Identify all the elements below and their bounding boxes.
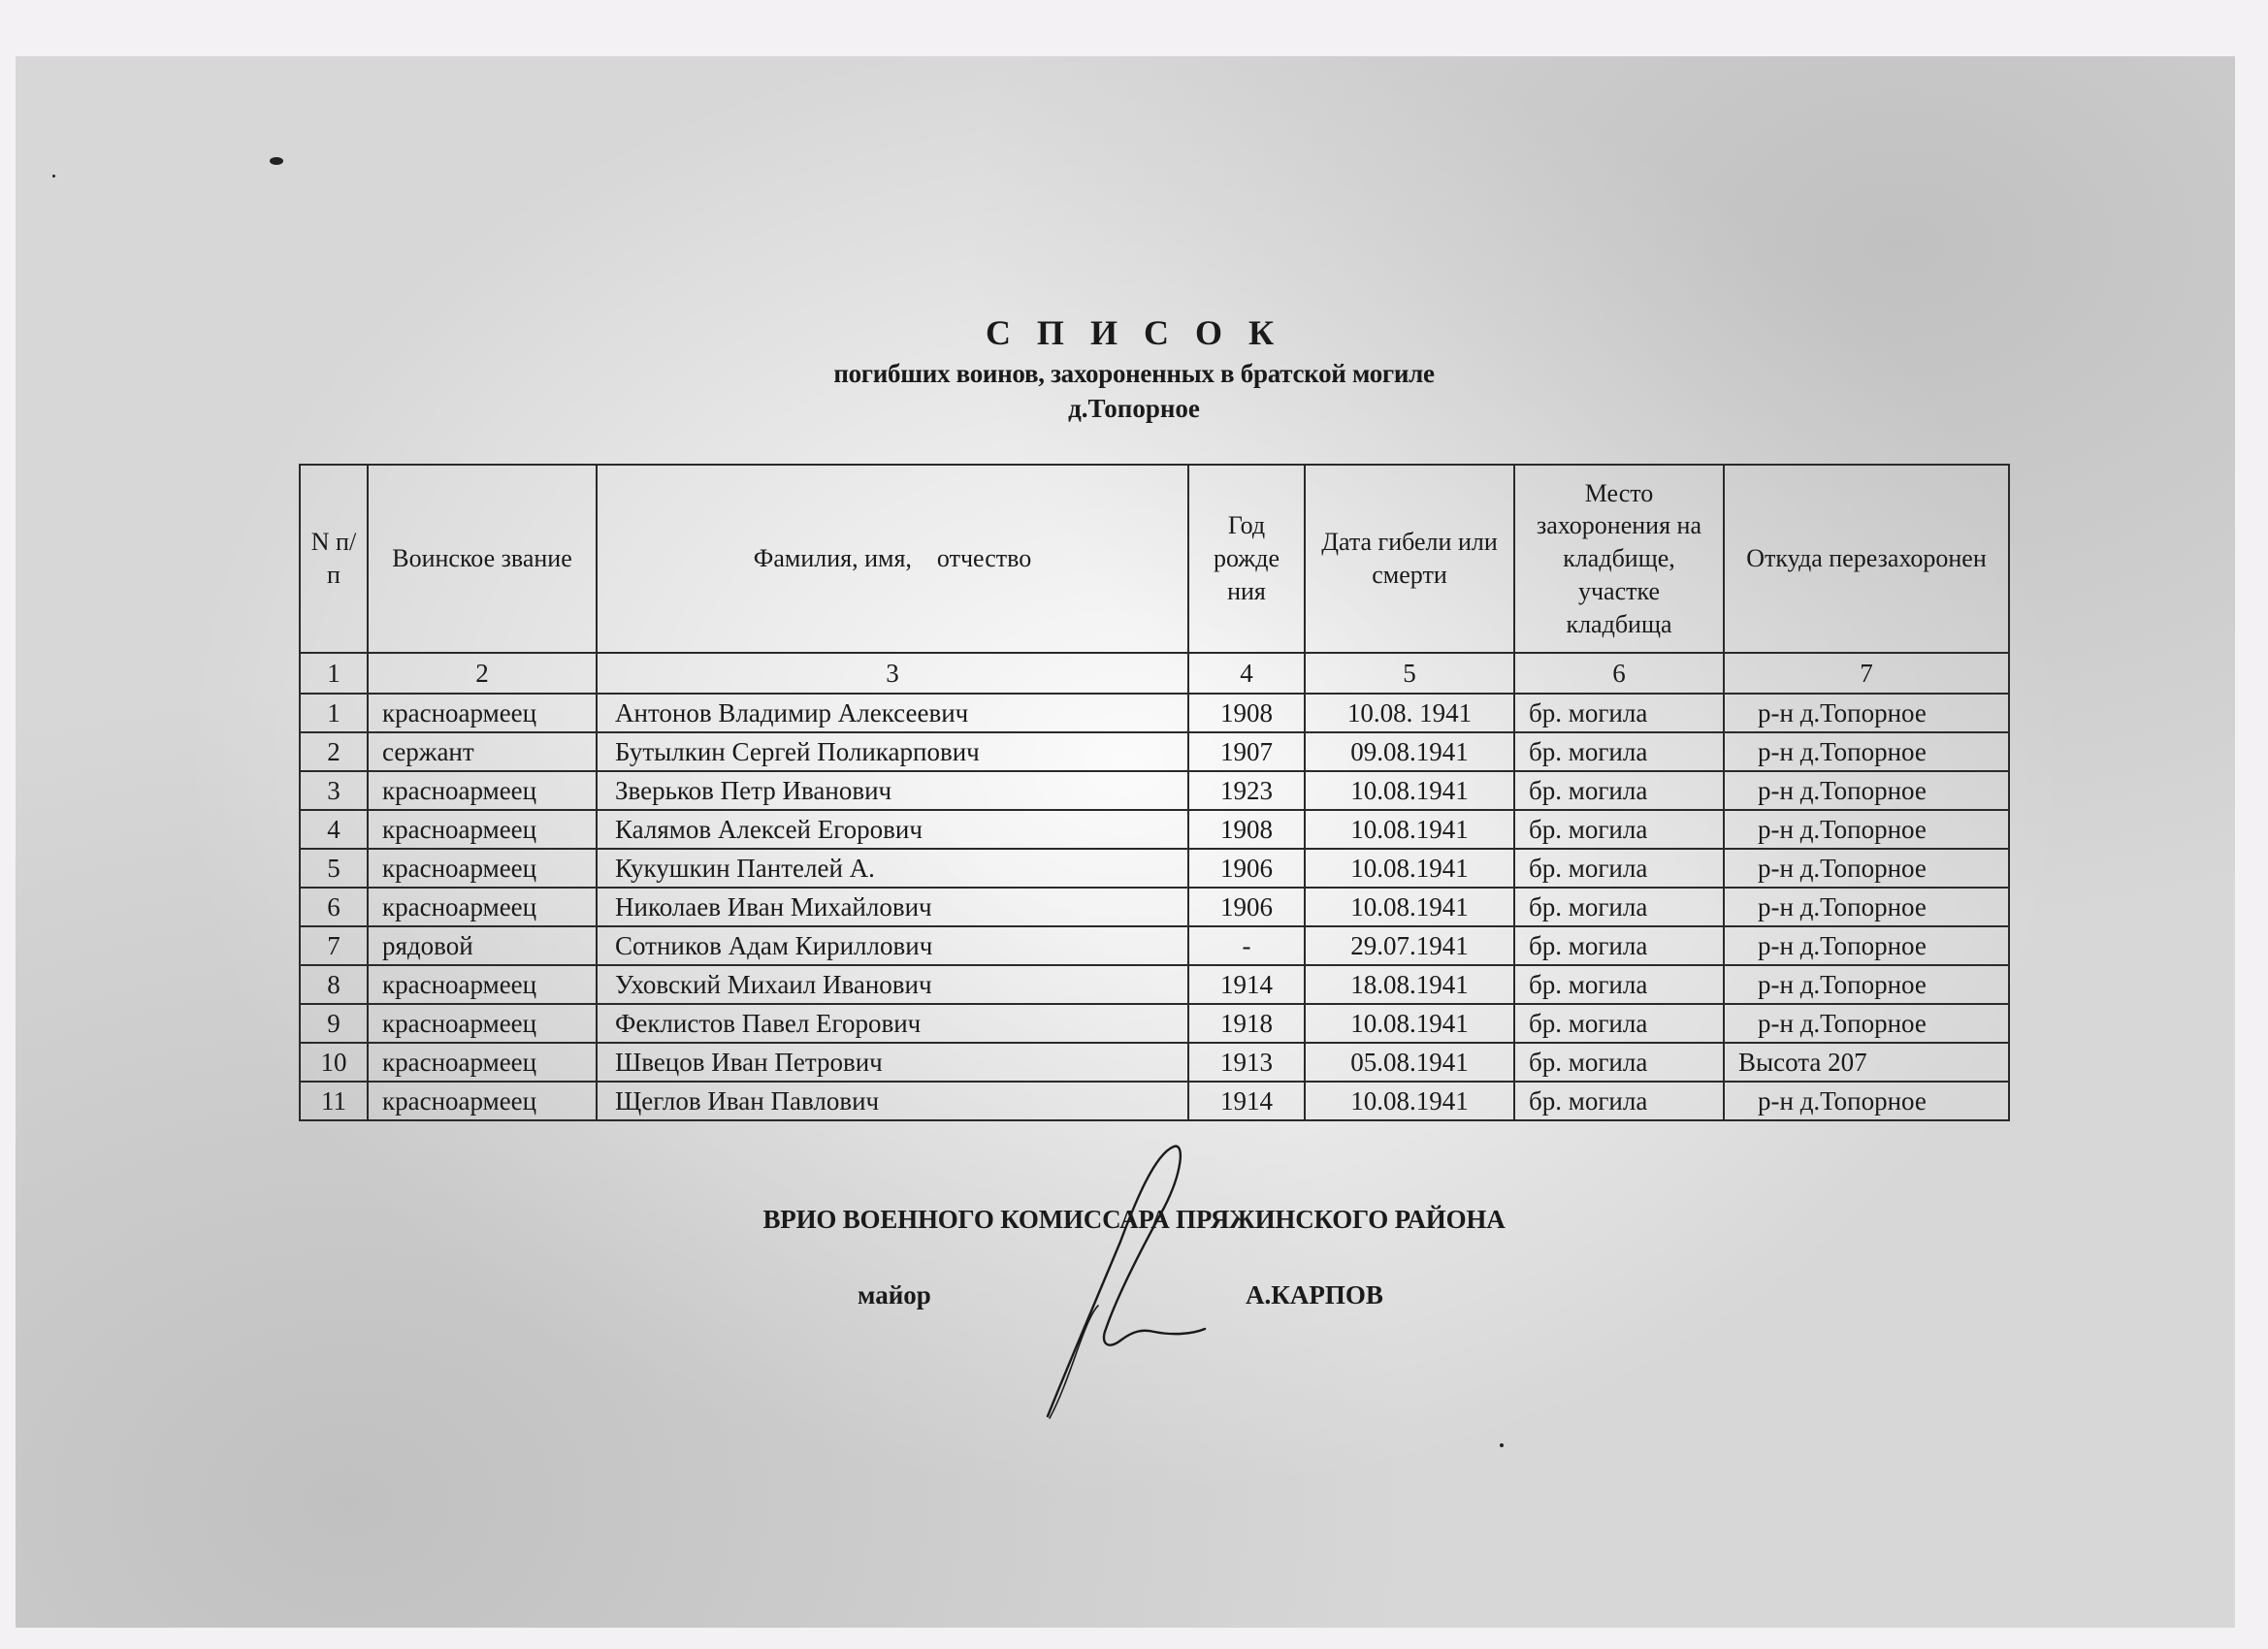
cell-rank: красноармеец [368, 1043, 597, 1082]
cell-burial-place: бр. могила [1514, 771, 1724, 810]
column-number: 1 [300, 653, 368, 694]
cell-death-date: 10.08.1941 [1305, 771, 1514, 810]
cell-full-name: Кукушкин Пантелей А. [597, 849, 1188, 888]
cell-burial-place: бр. могила [1514, 888, 1724, 926]
cell-rank: красноармеец [368, 849, 597, 888]
handwritten-signature-icon [1028, 1135, 1261, 1426]
cell-full-name: Николаев Иван Михайлович [597, 888, 1188, 926]
cell-birth-year: 1908 [1188, 694, 1305, 732]
cell-full-name: Сотников Адам Кириллович [597, 926, 1188, 965]
cell-rank: сержант [368, 732, 597, 771]
table-row [300, 810, 2009, 849]
column-number: 3 [597, 653, 1188, 694]
cell-full-name: Калямов Алексей Егорович [597, 810, 1188, 849]
cell-number: 8 [300, 965, 368, 1004]
cell-number: 3 [300, 771, 368, 810]
header-death-date: Дата гибели или смерти [1305, 465, 1514, 653]
cell-birth-year: - [1188, 926, 1305, 965]
table-row [300, 965, 2009, 1004]
cell-reburied-from: р-н д.Топорное [1724, 888, 2009, 926]
header-birth-year: Год рожде ния [1188, 465, 1305, 653]
cell-reburied-from: р-н д.Топорное [1724, 694, 2009, 732]
cell-death-date: 29.07.1941 [1305, 926, 1514, 965]
document-title: С П И С О К [985, 313, 1283, 352]
column-number: 5 [1305, 653, 1514, 694]
cell-reburied-from: р-н д.Топорное [1724, 926, 2009, 965]
cell-number: 2 [300, 732, 368, 771]
cell-rank: красноармеец [368, 1082, 597, 1120]
column-number: 7 [1724, 653, 2009, 694]
scan-speck [1500, 1443, 1504, 1447]
cell-rank: красноармеец [368, 694, 597, 732]
table-row [300, 694, 2009, 732]
table-row [300, 1082, 2009, 1120]
cell-burial-place: бр. могила [1514, 694, 1724, 732]
cell-birth-year: 1906 [1188, 888, 1305, 926]
cell-number: 1 [300, 694, 368, 732]
signatory-rank: майор [858, 1280, 931, 1310]
cell-full-name: Щеглов Иван Павлович [597, 1082, 1188, 1120]
cell-birth-year: 1913 [1188, 1043, 1305, 1082]
cell-full-name: Зверьков Петр Иванович [597, 771, 1188, 810]
header-number: N п/п [300, 465, 368, 653]
cell-death-date: 10.08.1941 [1305, 888, 1514, 926]
cell-number: 5 [300, 849, 368, 888]
column-number: 4 [1188, 653, 1305, 694]
cell-birth-year: 1918 [1188, 1004, 1305, 1043]
cell-reburied-from: р-н д.Топорное [1724, 732, 2009, 771]
cell-death-date: 10.08.1941 [1305, 849, 1514, 888]
scan-speck [270, 157, 283, 165]
cell-birth-year: 1914 [1188, 1082, 1305, 1120]
header-full-name: Фамилия, имя, отчество [597, 465, 1188, 653]
cell-number: 11 [300, 1082, 368, 1120]
cell-birth-year: 1907 [1188, 732, 1305, 771]
signatory-name: А.КАРПОВ [1246, 1280, 1383, 1310]
table-row [300, 926, 2009, 965]
table-row [300, 1004, 2009, 1043]
cell-reburied-from: р-н д.Топорное [1724, 1082, 2009, 1120]
cell-full-name: Бутылкин Сергей Поликарпович [597, 732, 1188, 771]
cell-death-date: 05.08.1941 [1305, 1043, 1514, 1082]
cell-death-date: 09.08.1941 [1305, 732, 1514, 771]
cell-rank: красноармеец [368, 810, 597, 849]
cell-reburied-from: р-н д.Топорное [1724, 849, 2009, 888]
cell-burial-place: бр. могила [1514, 810, 1724, 849]
table-row [300, 849, 2009, 888]
burial-list-table [299, 464, 2010, 1121]
cell-burial-place: бр. могила [1514, 926, 1724, 965]
signatory-position: ВРИО ВОЕННОГО КОМИССАРА ПРЯЖИНСКОГО РАЙОНА [762, 1205, 1506, 1234]
cell-death-date: 10.08.1941 [1305, 1004, 1514, 1043]
cell-full-name: Антонов Владимир Алексеевич [597, 694, 1188, 732]
cell-birth-year: 1914 [1188, 965, 1305, 1004]
cell-reburied-from: Высота 207 [1724, 1043, 2009, 1082]
cell-birth-year: 1923 [1188, 771, 1305, 810]
cell-burial-place: бр. могила [1514, 1043, 1724, 1082]
scan-speck [52, 175, 55, 178]
cell-burial-place: бр. могила [1514, 965, 1724, 1004]
document-location: д.Топорное [1068, 394, 1200, 423]
table-header-row [300, 465, 2009, 653]
cell-reburied-from: р-н д.Топорное [1724, 810, 2009, 849]
cell-number: 4 [300, 810, 368, 849]
cell-full-name: Швецов Иван Петрович [597, 1043, 1188, 1082]
cell-number: 6 [300, 888, 368, 926]
cell-reburied-from: р-н д.Топорное [1724, 771, 2009, 810]
cell-burial-place: бр. могила [1514, 1082, 1724, 1120]
cell-reburied-from: р-н д.Топорное [1724, 1004, 2009, 1043]
cell-burial-place: бр. могила [1514, 1004, 1724, 1043]
cell-reburied-from: р-н д.Топорное [1724, 965, 2009, 1004]
cell-rank: рядовой [368, 926, 597, 965]
cell-birth-year: 1906 [1188, 849, 1305, 888]
cell-rank: красноармеец [368, 965, 597, 1004]
cell-death-date: 10.08. 1941 [1305, 694, 1514, 732]
cell-rank: красноармеец [368, 771, 597, 810]
header-rank: Воинское звание [368, 465, 597, 653]
cell-number: 10 [300, 1043, 368, 1082]
cell-number: 9 [300, 1004, 368, 1043]
cell-burial-place: бр. могила [1514, 732, 1724, 771]
table-column-numbers-row [300, 653, 2009, 694]
cell-rank: красноармеец [368, 1004, 597, 1043]
column-number: 2 [368, 653, 597, 694]
cell-death-date: 10.08.1941 [1305, 810, 1514, 849]
header-reburied-from: Откуда перезахоронен [1724, 465, 2009, 653]
table-row [300, 888, 2009, 926]
table-row [300, 771, 2009, 810]
cell-death-date: 18.08.1941 [1305, 965, 1514, 1004]
cell-birth-year: 1908 [1188, 810, 1305, 849]
cell-full-name: Феклистов Павел Егорович [597, 1004, 1188, 1043]
table-row [300, 1043, 2009, 1082]
column-number: 6 [1514, 653, 1724, 694]
cell-number: 7 [300, 926, 368, 965]
cell-burial-place: бр. могила [1514, 849, 1724, 888]
cell-full-name: Уховский Михаил Иванович [597, 965, 1188, 1004]
cell-death-date: 10.08.1941 [1305, 1082, 1514, 1120]
table-row [300, 732, 2009, 771]
cell-rank: красноармеец [368, 888, 597, 926]
document-subtitle: погибших воинов, захороненных в братской могиле [833, 359, 1435, 388]
header-burial-place: Место захоронения на кладбище, участке кладбища [1514, 465, 1724, 653]
